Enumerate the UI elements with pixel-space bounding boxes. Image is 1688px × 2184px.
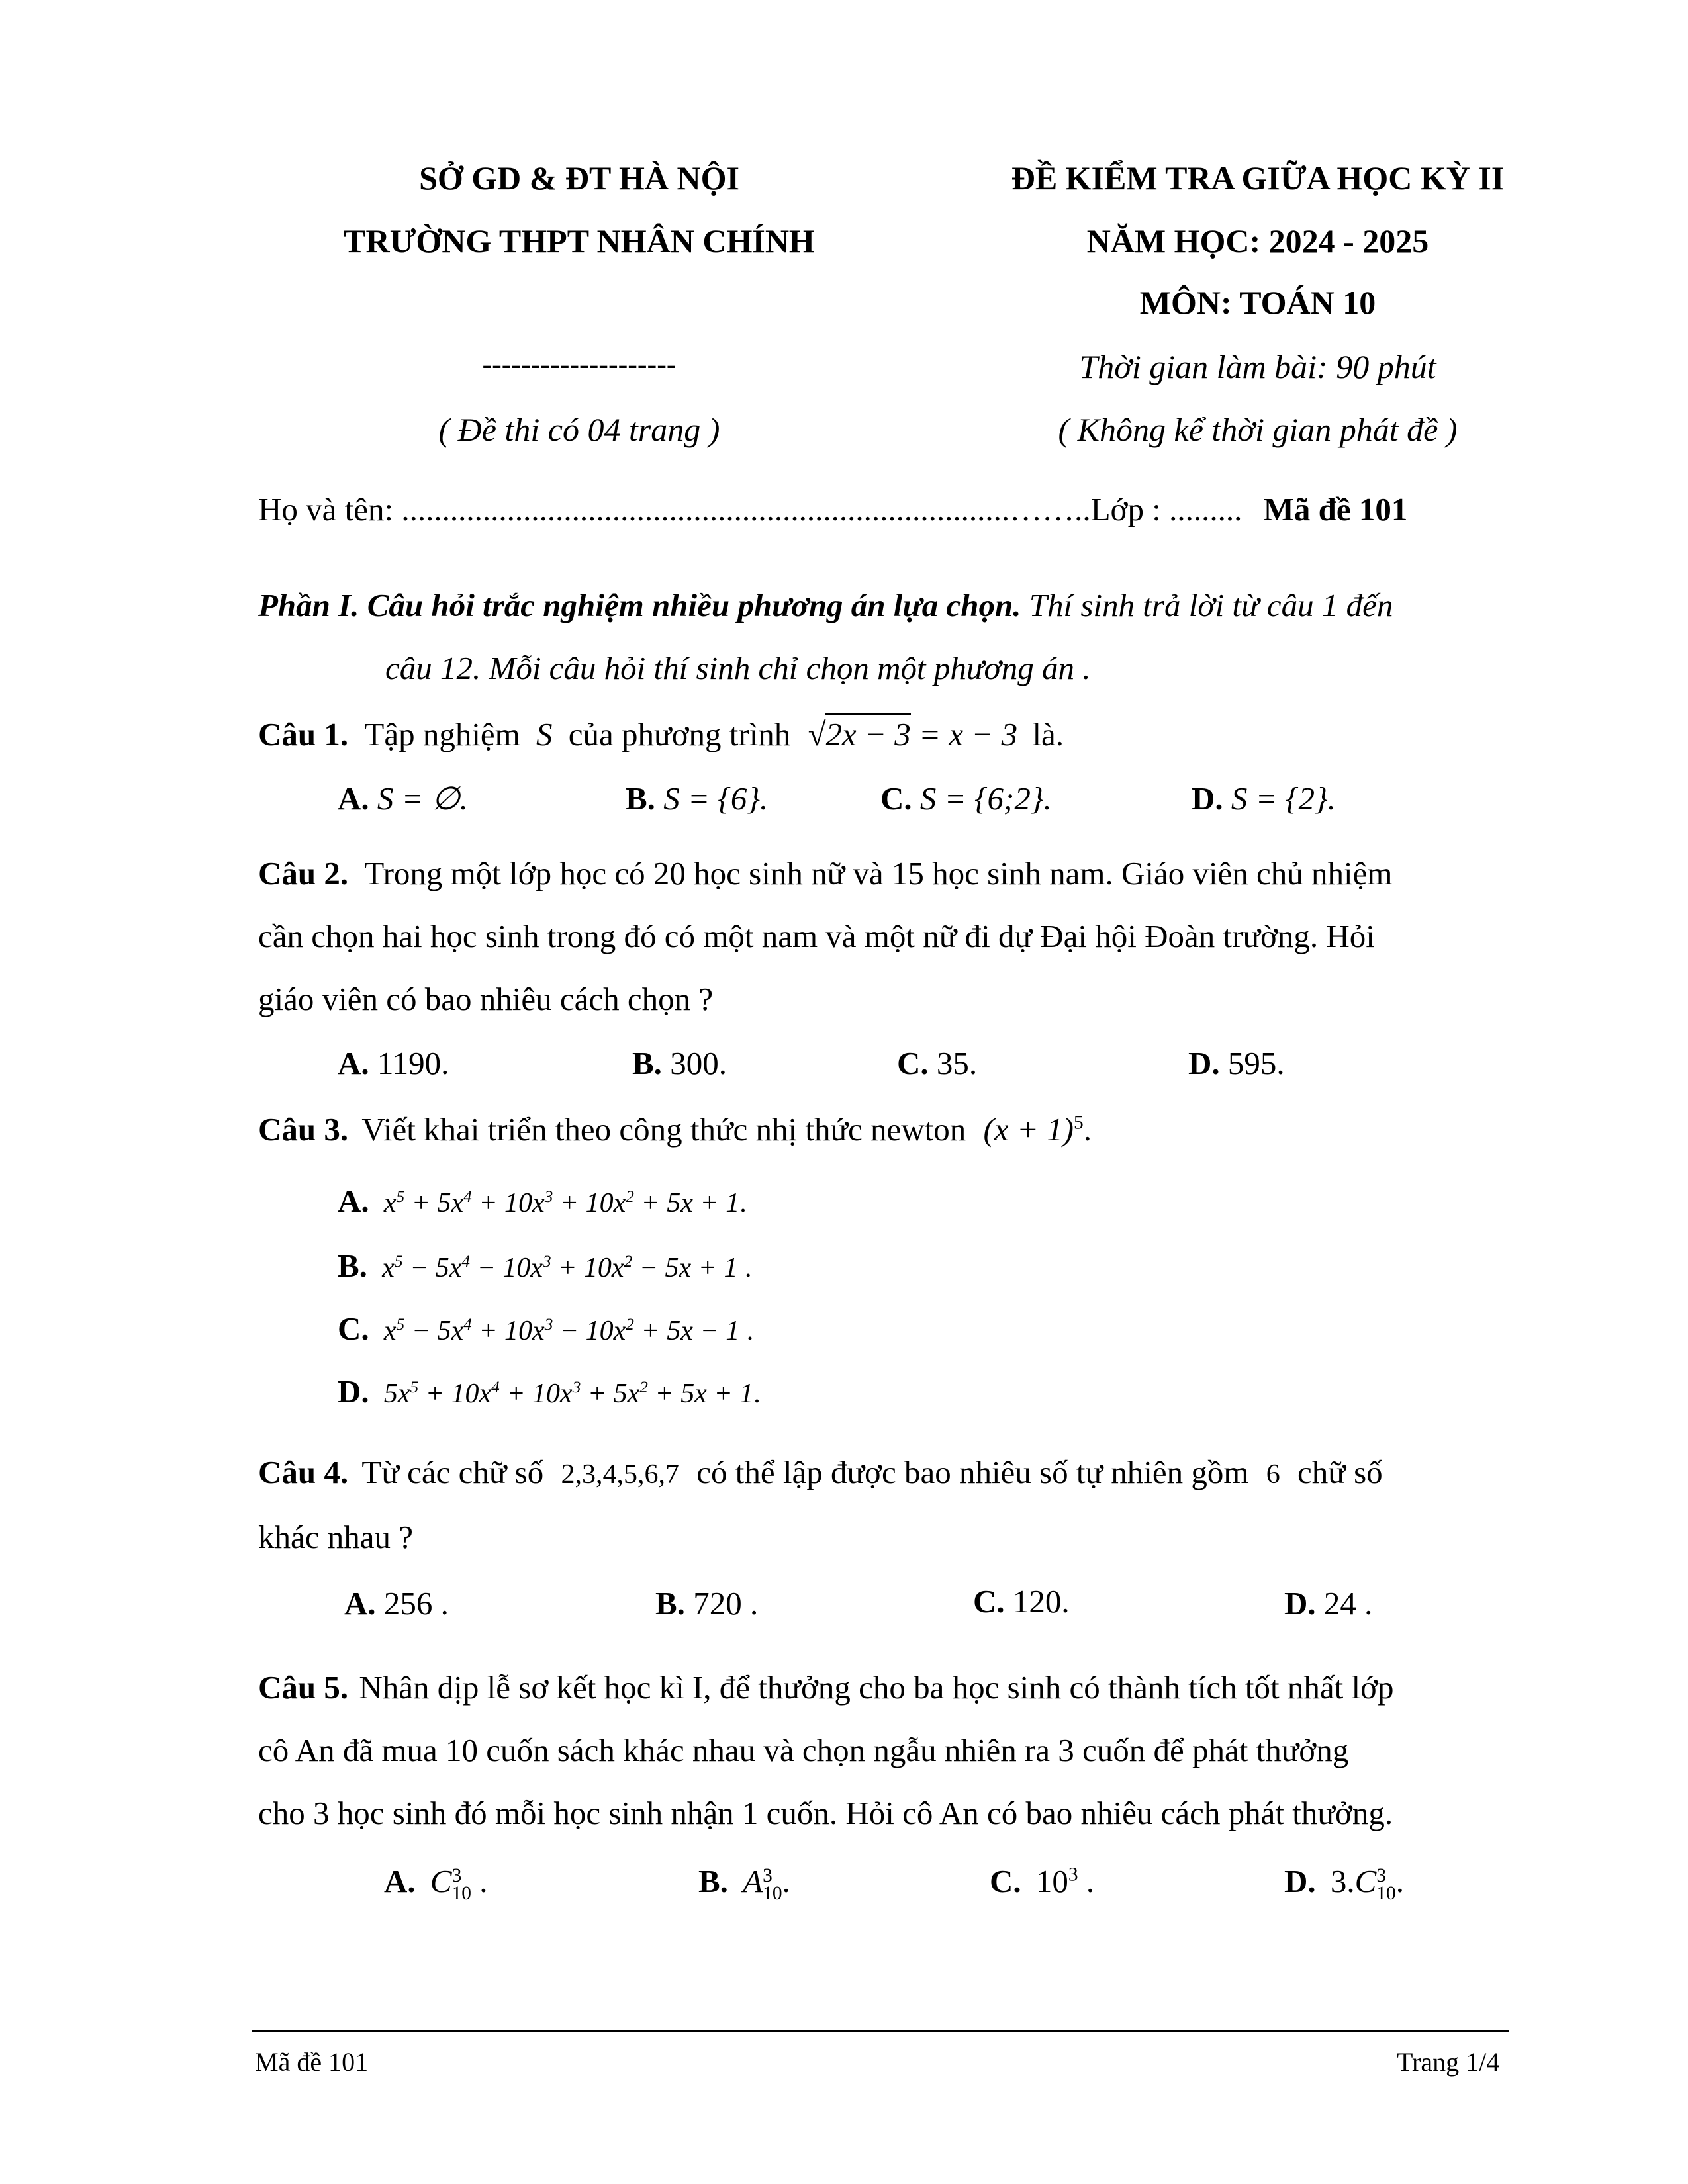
binomial-expr: (x + 1) bbox=[983, 1111, 1074, 1148]
question-text: Tập nghiệm bbox=[364, 716, 520, 752]
question-label: Câu 1. bbox=[258, 716, 349, 752]
footer-exam-code: Mã đề 101 bbox=[255, 2047, 369, 2077]
question-text: Nhân dịp lễ sơ kết học kì I, để thưởng cho ba học sinh có thành tích tốt nhất lớp bbox=[359, 1669, 1394, 1706]
school-name: TRƯỜNG THPT NHÂN CHÍNH bbox=[344, 222, 815, 259]
equation-rhs: = x − 3 bbox=[919, 716, 1018, 752]
question-label: Câu 5. bbox=[258, 1669, 349, 1706]
option-value: 300. bbox=[670, 1045, 727, 1081]
q2-option-c[interactable] bbox=[897, 1047, 977, 1079]
option-value: 24 . bbox=[1323, 1585, 1373, 1621]
option-label: B. bbox=[338, 1248, 367, 1284]
option-value: 720 . bbox=[693, 1585, 759, 1621]
option-label: C. bbox=[990, 1863, 1021, 1899]
digit-set: 2,3,4,5,6,7 bbox=[561, 1459, 679, 1490]
part1-instruction-cont: câu 12. Mỗi câu hỏi thí sinh chỉ chọn một phương án . bbox=[385, 650, 1091, 686]
option-value: 1190. bbox=[377, 1045, 449, 1081]
q5-option-c[interactable] bbox=[990, 1865, 1094, 1897]
option-value: $x^5 - 5x^4 + 10x^3 - 10x^2 + 5x - 1$ . bbox=[383, 1316, 754, 1346]
q4-option-d[interactable] bbox=[1284, 1587, 1372, 1619]
q2-option-b[interactable] bbox=[632, 1047, 727, 1079]
radicand: 2x − 3 bbox=[825, 713, 910, 752]
q3-option-c[interactable] bbox=[338, 1312, 753, 1345]
exam-title: ĐỀ KIỂM TRA GIỮA HỌC KỲ II bbox=[1011, 159, 1505, 197]
question-2-line2: cần chọn hai học sinh trong đó có một nam và một nữ đi dự Đại hội Đoàn trường. Hỏi bbox=[258, 918, 1375, 954]
footer-page-number: Trang 1/4 bbox=[1397, 2047, 1500, 2077]
q3-option-a[interactable] bbox=[338, 1185, 747, 1217]
q3-option-b[interactable] bbox=[338, 1250, 752, 1282]
option-value: S = {6;2}. bbox=[919, 780, 1052, 817]
option-value: 35. bbox=[936, 1045, 978, 1081]
page-count: ( Đề thi có 04 trang ) bbox=[438, 411, 720, 448]
option-value: 3.C 3 10 . bbox=[1330, 1863, 1404, 1904]
option-value: $x^5 + 5x^4 + 10x^3 + 10x^2 + 5x + 1$. bbox=[383, 1188, 747, 1218]
option-label: A. bbox=[344, 1585, 376, 1621]
exam-time: Thời gian làm bài: 90 phút bbox=[1079, 348, 1436, 385]
option-label: B. bbox=[655, 1585, 685, 1621]
option-label: A. bbox=[338, 1183, 369, 1219]
part1-instruction: Thí sinh trả lời từ câu 1 đến bbox=[1021, 587, 1393, 623]
q4-option-b[interactable] bbox=[655, 1587, 758, 1619]
q4-option-c[interactable] bbox=[973, 1585, 1070, 1617]
question-text: có thể lập được bao nhiêu số tự nhiên gồm bbox=[696, 1454, 1249, 1490]
option-label: D. bbox=[1192, 780, 1223, 817]
option-label: D. bbox=[1188, 1045, 1220, 1081]
question-label: Câu 2. bbox=[258, 855, 349, 891]
name-class-label: Họ và tên: ...........................................................................……..Lớp : ......... bbox=[258, 491, 1243, 527]
question-label: Câu 4. bbox=[258, 1454, 349, 1490]
q5-option-b[interactable] bbox=[698, 1865, 790, 1902]
question-2 bbox=[258, 857, 1393, 889]
time-note: ( Không kể thời gian phát đề ) bbox=[1058, 411, 1458, 448]
option-label: B. bbox=[626, 780, 655, 817]
q3-option-d[interactable] bbox=[338, 1375, 761, 1408]
question-text: chữ số bbox=[1297, 1454, 1383, 1490]
question-label: Câu 3. bbox=[258, 1111, 349, 1148]
question-5-line2: cô An đã mua 10 cuốn sách khác nhau và chọn ngẫu nhiên ra 3 cuốn để phát thưởng bbox=[258, 1732, 1349, 1768]
q2-option-a[interactable] bbox=[338, 1047, 449, 1079]
option-value: 595. bbox=[1227, 1045, 1285, 1081]
question-text: Từ các chữ số bbox=[361, 1454, 544, 1490]
option-value: $x^5 - 5x^4 - 10x^3 + 10x^2 - 5x + 1$ . bbox=[382, 1253, 752, 1283]
q1-option-d[interactable] bbox=[1192, 782, 1336, 815]
q5-option-d[interactable] bbox=[1284, 1865, 1404, 1902]
header-divider: -------------------- bbox=[482, 348, 677, 381]
q4-option-a[interactable] bbox=[344, 1587, 449, 1619]
exam-code: Mã đề 101 bbox=[1263, 491, 1408, 527]
question-4 bbox=[258, 1456, 1383, 1488]
question-text: . bbox=[1083, 1111, 1092, 1148]
question-text: của phương trình bbox=[568, 716, 791, 752]
question-5-line3: cho 3 học sinh đó mỗi học sinh nhận 1 cuốn. Hỏi cô An có bao nhiêu cách phát thưởng. bbox=[258, 1795, 1393, 1831]
question-5 bbox=[258, 1671, 1394, 1704]
question-3 bbox=[258, 1113, 1092, 1146]
q1-option-c[interactable] bbox=[880, 782, 1052, 815]
part1-heading bbox=[258, 589, 1393, 621]
q1-option-a[interactable] bbox=[338, 782, 468, 815]
option-label: C. bbox=[973, 1583, 1005, 1619]
option-label: C. bbox=[897, 1045, 929, 1081]
option-label: A. bbox=[338, 1045, 369, 1081]
option-label: B. bbox=[632, 1045, 662, 1081]
option-value: S = {6}. bbox=[663, 780, 769, 817]
question-text: Trong một lớp học có 20 học sinh nữ và 15 học sinh nam. Giáo viên chủ nhiệm bbox=[364, 855, 1393, 891]
question-var: S bbox=[536, 716, 553, 752]
department-name: SỞ GD & ĐT HÀ NỘI bbox=[419, 159, 739, 197]
binomial-exponent: 5 bbox=[1073, 1112, 1084, 1134]
q5-option-a[interactable] bbox=[384, 1865, 487, 1902]
question-2-line3: giáo viên có bao nhiêu cách chọn ? bbox=[258, 981, 714, 1017]
option-label: C. bbox=[880, 780, 912, 817]
option-label: B. bbox=[698, 1863, 728, 1899]
option-value: S = {2}. bbox=[1231, 780, 1336, 817]
option-value: A 3 10 . bbox=[743, 1863, 790, 1904]
option-value: $10^3$ . bbox=[1035, 1863, 1095, 1899]
student-name-field[interactable] bbox=[258, 493, 1407, 525]
option-value: 256 . bbox=[383, 1585, 449, 1621]
option-label: D. bbox=[1284, 1863, 1316, 1899]
option-label: C. bbox=[338, 1310, 369, 1347]
question-text: là. bbox=[1032, 716, 1064, 752]
option-label: D. bbox=[338, 1373, 369, 1410]
digit-count: 6 bbox=[1266, 1459, 1280, 1490]
q2-option-d[interactable] bbox=[1188, 1047, 1285, 1079]
option-value: $5x^5 + 10x^4 + 10x^3 + 5x^2 + 5x + 1$. bbox=[383, 1379, 761, 1409]
option-label: A. bbox=[384, 1863, 416, 1899]
q1-option-b[interactable] bbox=[626, 782, 768, 815]
school-year: NĂM HỌC: 2024 - 2025 bbox=[1086, 222, 1429, 259]
option-value: C 3 10 . bbox=[430, 1863, 488, 1904]
question-text: Viết khai triển theo công thức nhị thức newton bbox=[361, 1111, 966, 1148]
footer-rule bbox=[252, 2030, 1509, 2032]
equation: √2x − 3 = x − 3 bbox=[808, 716, 1018, 752]
question-1 bbox=[258, 718, 1064, 751]
option-label: D. bbox=[1284, 1585, 1316, 1621]
option-label: A. bbox=[338, 780, 369, 817]
subject: MÔN: TOÁN 10 bbox=[1139, 284, 1376, 321]
option-value: S = ∅. bbox=[377, 780, 468, 817]
question-4-line2: khác nhau ? bbox=[258, 1519, 413, 1555]
part1-title: Phần I. Câu hỏi trắc nghiệm nhiều phương án lựa chọn. bbox=[258, 587, 1021, 623]
option-value: 120. bbox=[1012, 1583, 1070, 1619]
